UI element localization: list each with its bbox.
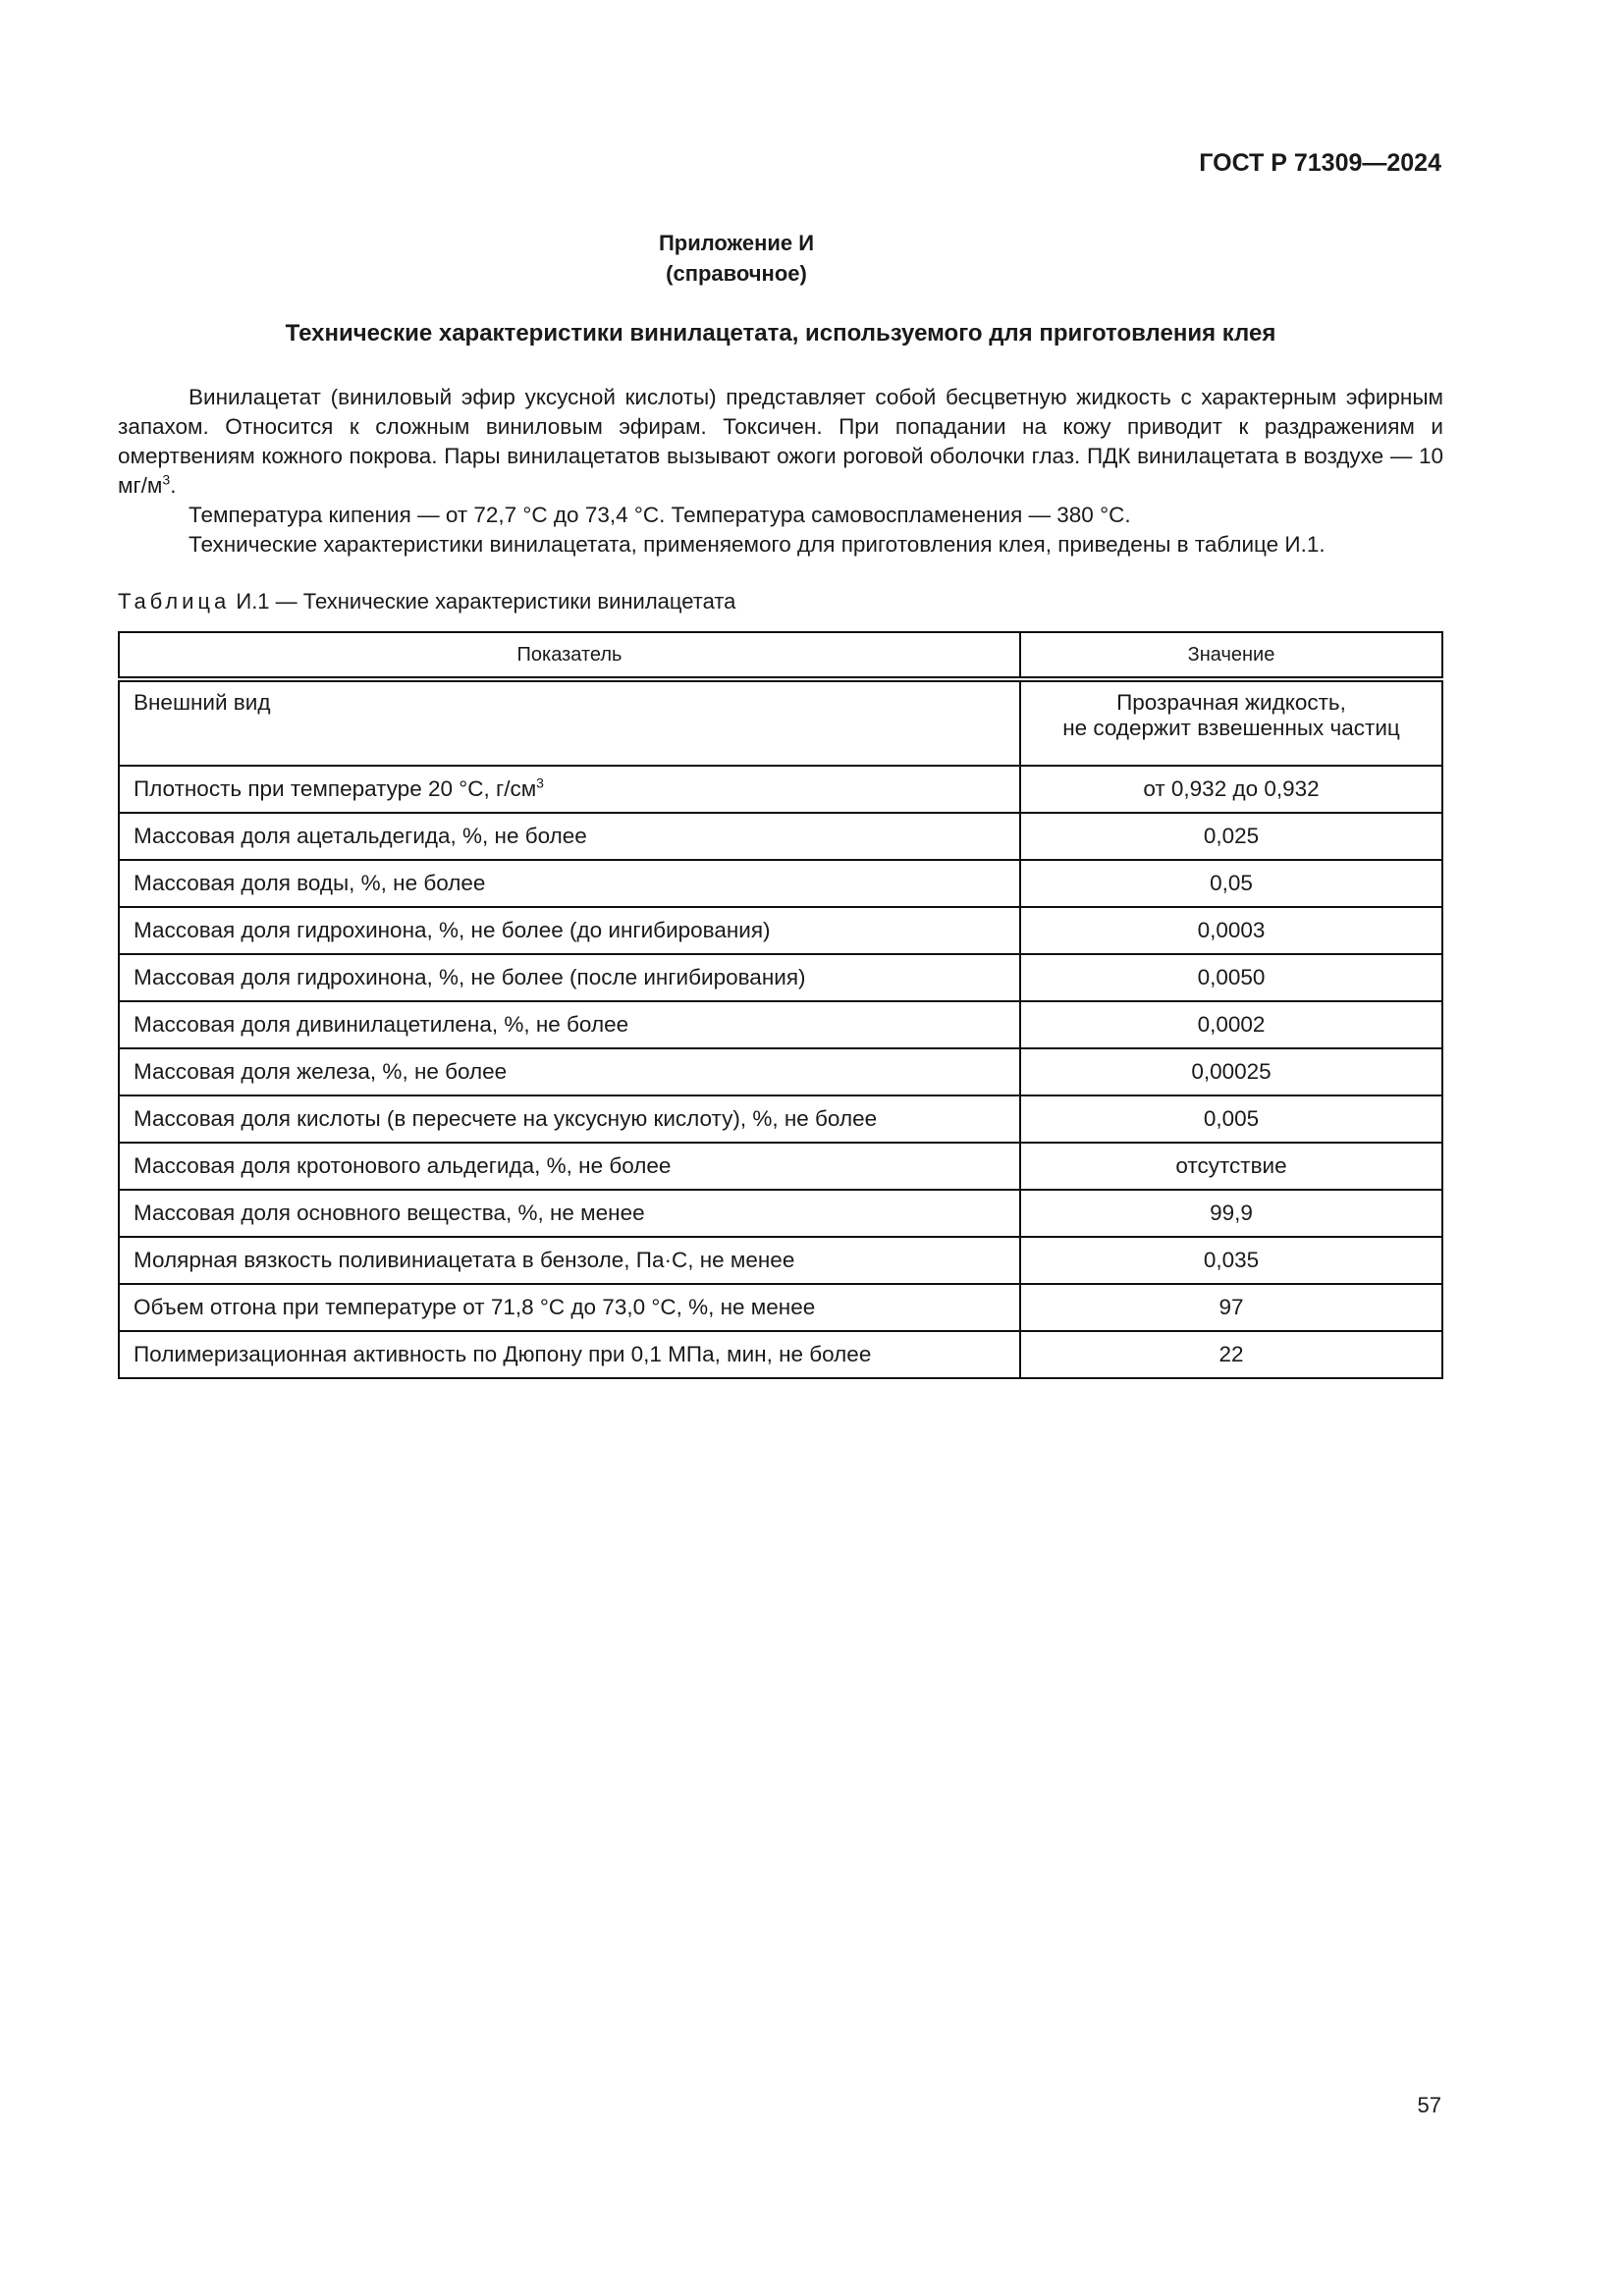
table-row: Массовая доля кротонового альдегида, %, не более отсутствие (119, 1143, 1442, 1190)
paragraph-table-ref: Технические характеристики винилацетата, применяемого для приготовления клея, приведены в таблице И.1. (189, 532, 1326, 557)
table-row: Массовая доля гидрохинона, %, не более (после ингибирования) 0,0050 (119, 954, 1442, 1001)
table-row: Массовая доля гидрохинона, %, не более (до ингибирования) 0,0003 (119, 907, 1442, 954)
table-row: Массовая доля кислоты (в пересчете на уксусную кислоту), %, не более 0,005 (119, 1095, 1442, 1143)
page-number: 57 (1417, 2093, 1441, 2117)
header-value: Значение (1020, 632, 1442, 679)
paragraph-description: Винилацетат (виниловый эфир уксусной кислоты) представляет собой бесцветную жидкость с характерным эфирным запахом. Относится к сложным виниловым эфирам. Токсичен. При попадании на кожу приводит к раздражениям и омертвениям кожного покрова. Пары винилацетатов вызывают ожоги роговой оболочки глаз. ПДК винилацетата в воздухе — 10 $мг/м^3$. (118, 385, 1443, 498)
header-indicator: Показатель (119, 632, 1020, 679)
table-row: Объем отгона при температуре от 71,8 °С до 73,0 °С, %, не менее 97 (119, 1284, 1442, 1331)
table-row: Плотность при температуре 20 °С, $г/см^3$ от 0,932 до 0,932 (119, 766, 1442, 813)
paragraph-temperatures: Температура кипения — от 72,7 °С до 73,4 °С. Температура самовоспламенения — 380 °С. (189, 503, 1131, 527)
standard-number: ГОСТ Р 71309—2024 (1199, 149, 1441, 177)
body-text (118, 383, 1443, 560)
table-row: Массовая доля дивинилацетилена, %, не более 0,0002 (119, 1001, 1442, 1048)
table-row: Внешний вид Прозрачная жидкость, не содержит взвешенных частиц (119, 679, 1442, 766)
table-header-row (119, 632, 1442, 679)
specs-table (118, 631, 1443, 1379)
annex-title: Приложение И (658, 231, 815, 255)
annex-type: (справочное) (666, 261, 807, 286)
table-row: Массовая доля ацетальдегида, %, не более 0,025 (119, 813, 1442, 860)
table-row: Полимеризационная активность по Дюпону при 0,1 МПа, мин, не более 22 (119, 1331, 1442, 1378)
annex-heading (0, 228, 1473, 289)
table-row: Массовая доля воды, %, не более 0,05 (119, 860, 1442, 907)
table-row: Массовая доля основного вещества, %, не менее 99,9 (119, 1190, 1442, 1237)
table-caption: Таблица И.1 — Технические характеристики винилацетата (118, 589, 736, 614)
table-row: Массовая доля железа, %, не более 0,00025 (119, 1048, 1442, 1095)
section-title: Технические характеристики винилацетата, используемого для приготовления клея (285, 320, 1276, 347)
table-row: Молярная вязкость поливиниацетата в бензоле, Па·С, не менее 0,035 (119, 1237, 1442, 1284)
